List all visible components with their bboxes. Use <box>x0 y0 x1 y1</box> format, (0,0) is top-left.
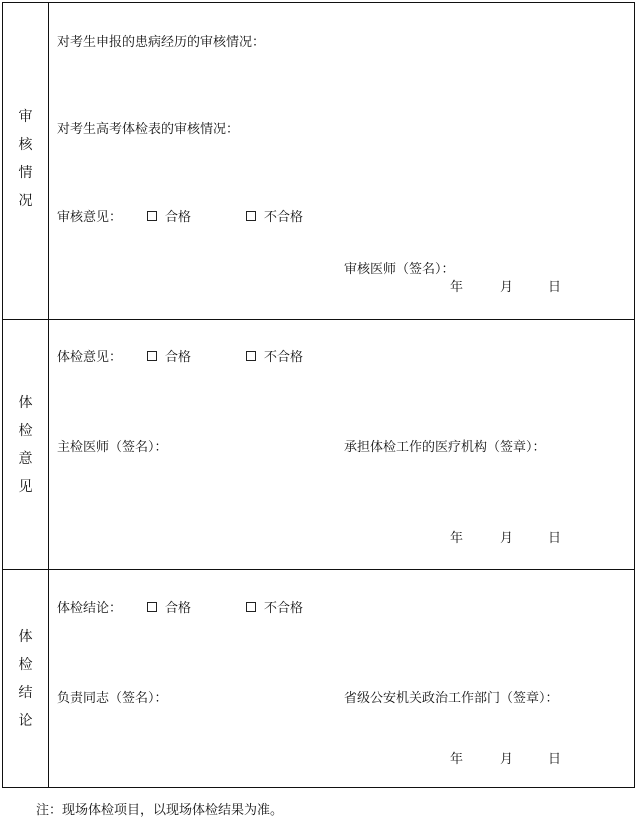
checkbox-icon[interactable] <box>147 602 157 612</box>
date-month: 月 <box>500 280 514 295</box>
exam-conclusion-label: 体检结论： <box>57 601 123 616</box>
section-label-exam-opinion <box>3 389 48 501</box>
exam-form-review-text: 对考生高考体检表的审核情况： <box>57 122 240 137</box>
checkbox-icon[interactable] <box>147 351 157 361</box>
responsible-person-signature: 负责同志（签名）： <box>57 691 168 706</box>
label-char: 结 <box>18 685 33 701</box>
label-char: 见 <box>18 479 33 495</box>
label-char: 检 <box>18 657 33 673</box>
label-char: 核 <box>18 137 33 153</box>
date-day: 日 <box>548 752 562 767</box>
conclusion-pass-option[interactable] <box>147 597 191 616</box>
review-opinion-label: 审核意见： <box>57 210 123 225</box>
chief-doctor-signature: 主检医师（签名）： <box>57 440 168 455</box>
exam-fail-option[interactable] <box>246 346 303 365</box>
option-label: 合格 <box>165 210 192 225</box>
label-column-divider <box>48 3 49 787</box>
label-char: 体 <box>18 395 33 411</box>
date-day: 日 <box>548 531 562 546</box>
checkbox-icon[interactable] <box>147 211 157 221</box>
exam-opinion-label: 体检意见： <box>57 350 123 365</box>
option-label: 不合格 <box>264 601 304 616</box>
footnote: 注：现场体检项目，以现场体检结果为准。 <box>36 803 284 818</box>
option-label: 合格 <box>165 601 192 616</box>
label-char: 论 <box>18 713 33 729</box>
option-label: 不合格 <box>264 210 304 225</box>
date-year: 年 <box>450 280 464 295</box>
review-form-table <box>2 2 635 788</box>
date-day: 日 <box>548 280 562 295</box>
checkbox-icon[interactable] <box>246 211 256 221</box>
review-fail-option[interactable] <box>246 206 303 225</box>
label-char: 检 <box>18 423 33 439</box>
review-pass-option[interactable] <box>147 206 191 225</box>
option-label: 不合格 <box>264 350 304 365</box>
label-char: 况 <box>18 193 33 209</box>
date-month: 月 <box>500 752 514 767</box>
label-char: 审 <box>18 109 33 125</box>
label-char: 体 <box>18 629 33 645</box>
date-year: 年 <box>450 752 464 767</box>
institution-seal: 承担体检工作的医疗机构（签章）： <box>344 440 546 455</box>
section-divider-1 <box>3 319 634 320</box>
section-divider-2 <box>3 569 634 570</box>
exam-pass-option[interactable] <box>147 346 191 365</box>
department-seal: 省级公安机关政治工作部门（签章）： <box>344 691 559 706</box>
history-review-text: 对考生申报的患病经历的审核情况： <box>57 35 266 50</box>
section-label-review <box>3 103 48 215</box>
option-label: 合格 <box>165 350 192 365</box>
checkbox-icon[interactable] <box>246 351 256 361</box>
checkbox-icon[interactable] <box>246 602 256 612</box>
review-doctor-signature: 审核医师（签名）： <box>344 262 455 277</box>
date-month: 月 <box>500 531 514 546</box>
conclusion-fail-option[interactable] <box>246 597 303 616</box>
label-char: 情 <box>18 165 33 181</box>
label-char: 意 <box>18 451 33 467</box>
section-label-exam-conclusion <box>3 623 48 735</box>
date-year: 年 <box>450 531 464 546</box>
